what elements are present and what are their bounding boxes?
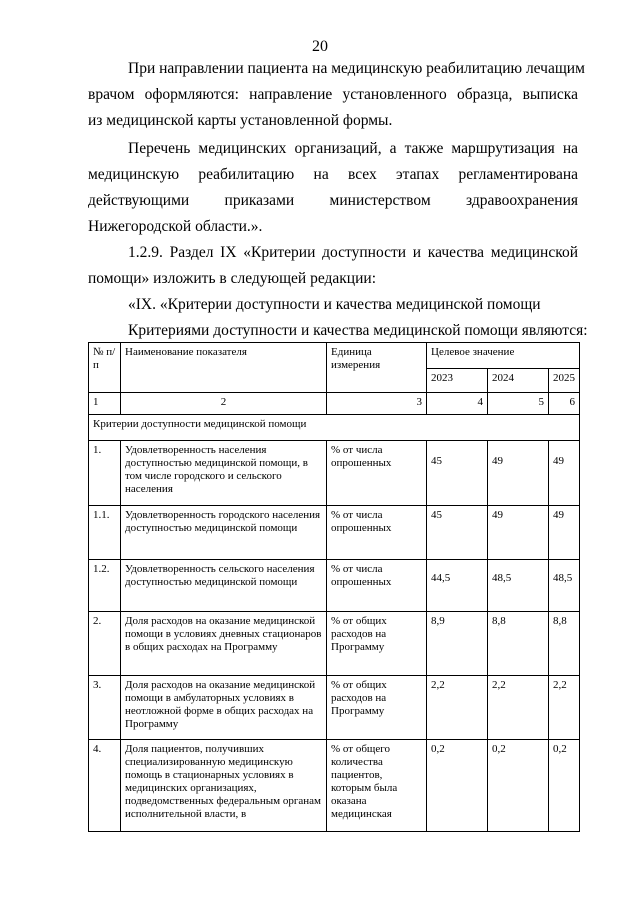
paragraph-organizations <box>88 136 578 240</box>
paragraph-section-ix <box>88 240 578 292</box>
table-header-row <box>89 343 580 369</box>
col-number: 2 <box>121 393 327 415</box>
row-value-2025: 0,2 <box>549 740 580 832</box>
text-line: «IX. «Критерии доступности и качества медицинской помощи <box>128 296 541 313</box>
row-name: Доля пациентов, получивших специализированную медицинскую помощь в стационарных условиях в медицинских организациях, подведомственных федеральным органам исполнительной власти, в <box>121 740 327 832</box>
row-value-2025: 48,5 <box>549 560 580 612</box>
row-value-2023: 45 <box>427 506 488 560</box>
row-value-2024: 8,8 <box>488 612 549 676</box>
row-value-2025: 49 <box>549 506 580 560</box>
row-value-2024: 49 <box>488 506 549 560</box>
col-number: 6 <box>549 393 580 415</box>
text-line: врачом оформляются: направление установленного образца, выписка <box>88 86 578 103</box>
col-number: 1 <box>89 393 121 415</box>
row-unit: % от числа опрошенных <box>327 441 427 506</box>
row-num: 1. <box>89 441 121 506</box>
col-number: 3 <box>327 393 427 415</box>
row-name: Доля расходов на оказание медицинской помощи в амбулаторных условиях в неотложной форме в общих расходах на Программу <box>121 676 327 740</box>
row-num: 4. <box>89 740 121 832</box>
row-num: 2. <box>89 612 121 676</box>
row-value-2023: 0,2 <box>427 740 488 832</box>
col-number: 5 <box>488 393 549 415</box>
row-value-2024: 2,2 <box>488 676 549 740</box>
header-name: Наименование показателя <box>121 343 327 393</box>
text-line: При направлении пациента на медицинскую реабилитацию лечащим <box>128 60 585 77</box>
section-heading <box>88 292 578 318</box>
row-unit: % от общего количества пациентов, которым была оказана медицинская <box>327 740 427 832</box>
criteria-intro <box>88 318 588 344</box>
text-line: 1.2.9. Раздел IX «Критерии доступности и качества медицинской <box>128 244 578 261</box>
row-name: Удовлетворенность населения доступностью медицинской помощи, в том числе городского и сельского населения <box>121 441 327 506</box>
section-title-row <box>89 415 580 441</box>
table-row <box>89 676 580 740</box>
row-num: 3. <box>89 676 121 740</box>
row-name: Удовлетворенность сельского населения доступностью медицинской помощи <box>121 560 327 612</box>
table-row <box>89 560 580 612</box>
text-line: Критериями доступности и качества медицинской помощи являются: <box>128 322 588 339</box>
table-row <box>89 506 580 560</box>
table-row <box>89 612 580 676</box>
header-target: Целевое значение <box>427 343 580 369</box>
row-unit: % от числа опрошенных <box>327 506 427 560</box>
row-name: Доля расходов на оказание медицинской помощи в условиях дневных стационаров в общих расходах на Программу <box>121 612 327 676</box>
row-value-2023: 2,2 <box>427 676 488 740</box>
page-number: 20 <box>312 38 328 55</box>
row-value-2023: 44,5 <box>427 560 488 612</box>
row-unit: % от числа опрошенных <box>327 560 427 612</box>
text-line: медицинскую реабилитацию на всех этапах регламентирована <box>88 166 578 183</box>
row-num: 1.2. <box>89 560 121 612</box>
section-title: Критерии доступности медицинской помощи <box>89 415 580 441</box>
row-num: 1.1. <box>89 506 121 560</box>
row-value-2024: 0,2 <box>488 740 549 832</box>
text-line: действующими приказами министерством здравоохранения <box>88 192 578 209</box>
table-row <box>89 441 580 506</box>
header-unit: Единица измерения <box>327 343 427 393</box>
header-num: № п/п <box>89 343 121 393</box>
row-value-2024: 48,5 <box>488 560 549 612</box>
row-value-2025: 49 <box>549 441 580 506</box>
col-number: 4 <box>427 393 488 415</box>
column-numbers-row <box>89 393 580 415</box>
text-line: Перечень медицинских организаций, а также маршрутизация на <box>128 140 578 157</box>
row-unit: % от общих расходов на Программу <box>327 612 427 676</box>
row-unit: % от общих расходов на Программу <box>327 676 427 740</box>
row-value-2023: 45 <box>427 441 488 506</box>
text-line: из медицинской карты установленной формы. <box>88 112 393 129</box>
header-year-2025: 2025 <box>549 369 580 393</box>
paragraph-referral <box>88 56 585 134</box>
row-name: Удовлетворенность городского населения доступностью медицинской помощи <box>121 506 327 560</box>
row-value-2024: 49 <box>488 441 549 506</box>
row-value-2025: 8,8 <box>549 612 580 676</box>
header-year-2023: 2023 <box>427 369 488 393</box>
text-line: помощи» изложить в следующей редакции: <box>88 270 376 287</box>
row-value-2023: 8,9 <box>427 612 488 676</box>
row-value-2025: 2,2 <box>549 676 580 740</box>
table-row <box>89 740 580 832</box>
criteria-table <box>88 342 580 832</box>
text-line: Нижегородской области.». <box>88 218 263 235</box>
header-year-2024: 2024 <box>488 369 549 393</box>
